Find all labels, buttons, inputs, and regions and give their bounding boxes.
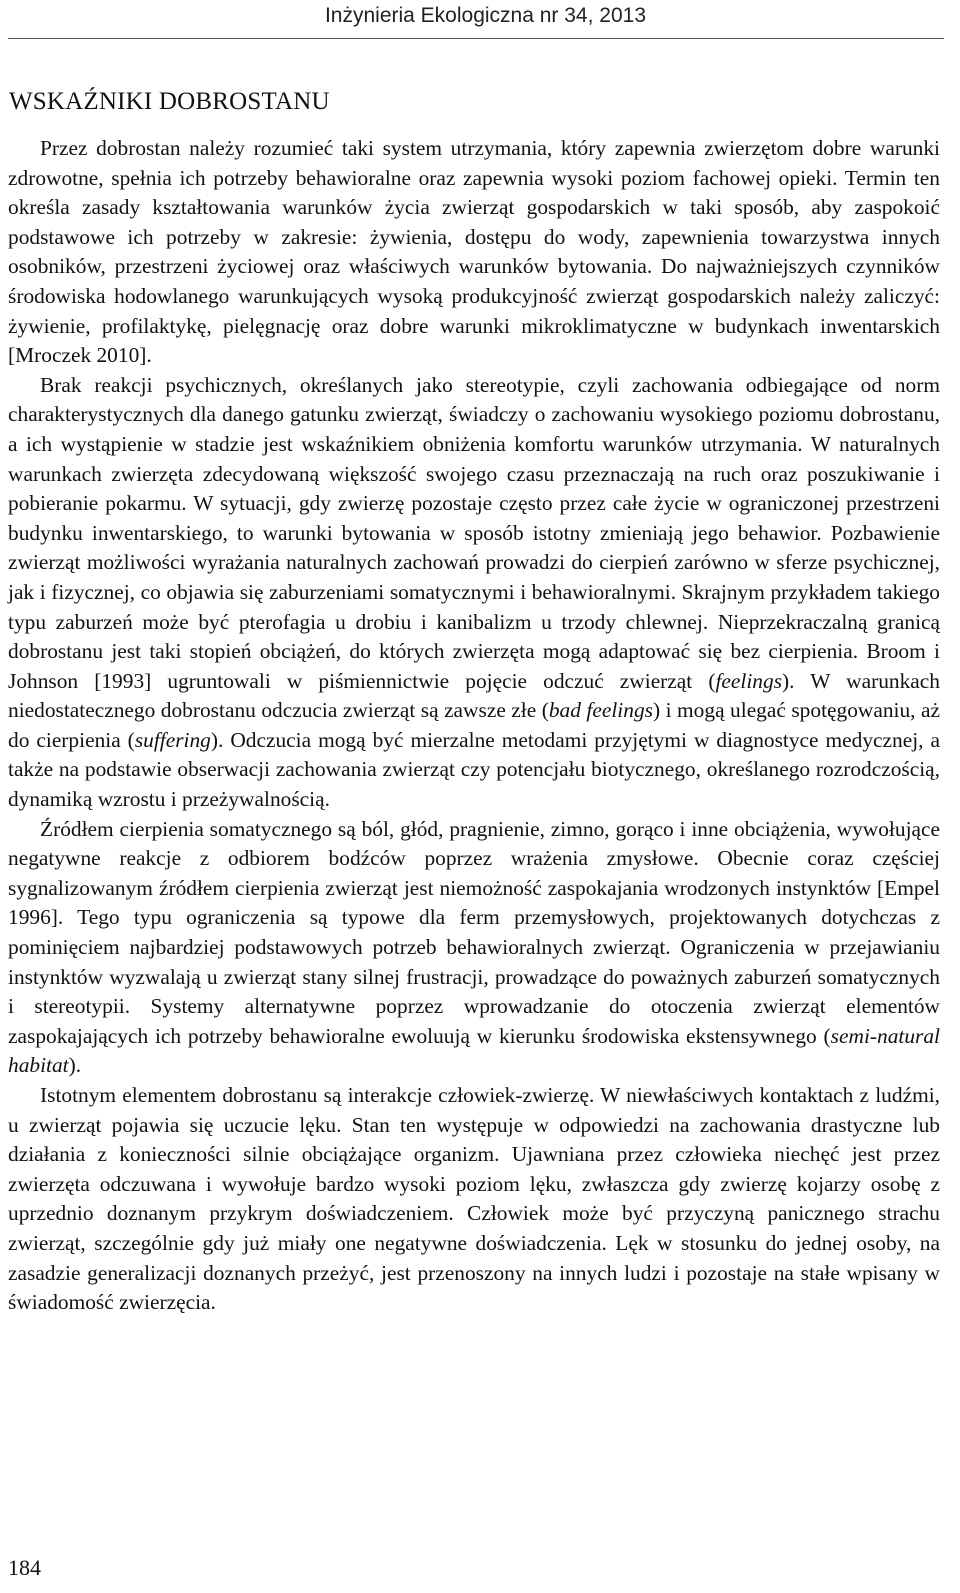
header-rule xyxy=(8,38,944,39)
paragraph-text: ). xyxy=(68,1053,82,1078)
italic-term: suffering xyxy=(134,727,211,752)
page-number: 184 xyxy=(8,1555,41,1580)
italic-term: semi-natural habitat xyxy=(8,1023,940,1078)
paragraph-text: Źródłem cierpienia somatycznego są ból, głód, pragnienie, zimno, gorąco i inne obciążenia, wywołujące negatywne reakcje z odbiorem bodźców poprzez wrażenia zmysłowe. Obecnie coraz częściej sygnalizowanym źródłem cierpienia zwierząt jest niemożność zaspokajania wrodzonych instynktów [Empel 1996]. Tego typu ograniczenia są typowe dla ferm przemysłowych, projektowanych dotychczas z pominięciem najbardziej podstawowych potrzeb behawioralnych zwierząt. Ograniczenia w przejawianiu instynktów wyzwalają u zwierząt stany silnej frustracji, prowadzące do poważnych zaburzeń somatycznych i stereotypii. Systemy alternatywne poprzez wprowadzanie do otoczenia zwierząt elementów zaspokajających ich potrzeby behawioralne ewoluują w kierunku środowiska ekstensywnego ( xyxy=(8,816,940,1048)
paragraph-3 xyxy=(8,815,940,1081)
italic-term: bad feelings xyxy=(548,698,653,723)
section-heading: WSKAŹNIKI DOBROSTANU xyxy=(9,88,330,115)
paragraph-4 xyxy=(8,1081,940,1318)
italic-term: feelings xyxy=(715,668,783,693)
paragraph-text: Istotnym elementem dobrostanu są interakcje człowiek-zwierzę. W niewłaściwych kontaktach z ludźmi, u zwierząt pojawia się uczucie lęku. Stan ten występuje w odpowiedzi na zachowania drastyczne lub działania z konieczności silnie obciążające organizm. Ujawniana przez człowieka niechęć jest przez zwierzęta odczuwana i wywołuje bardzo wysoki poziom lęku, zwłaszcza gdy zwierzę kojarzy osobę z uprzednio doznanym przykrym doświadczeniem. Człowiek może być przyczyną panicznego strachu zwierząt, szczególnie gdy już miały one negatywne doświadczenia. Lęk w stosunku do jednej osoby, na zasadzie generalizacji doznanych przeżyć, jest przenoszony na innych ludzi i pozostaje na stałe wpisany w świadomość zwierzęcia. xyxy=(8,1083,940,1315)
paragraph-text: Przez dobrostan należy rozumieć taki system utrzymania, który zapewnia zwierzętom dobre warunki zdrowotne, spełnia ich potrzeby behawioralne oraz zapewnia wysoki poziom fachowej opieki. Termin ten określa zasady kształtowania warunków życia zwierząt gospodarskich w taki sposób, aby zaspokoić podstawowe ich potrzeby w zakresie: żywienia, dostępu do wody, zapewnienia towarzystwa innych osobników, przestrzeni życiowej oraz właściwych warunków bytowania. Do najważniejszych czynników środowiska hodowlanego warunkujących wysoką produkcyjność zwierząt gospodarskich należy zaliczyć: żywienie, profilaktykę, pielęgnację oraz dobre warunki mikroklimatyczne w budynkach inwentarskich [Mroczek 2010]. xyxy=(8,136,940,368)
paragraph-text: ). Odczucia mogą być mierzalne metodami przyjętymi w diagnostyce medycznej, a także na podstawie obserwacji zachowania zwierząt czy potencjału biotycznego, określanego rozrodczością, dynamiką wzrostu i przeżywalnością. xyxy=(8,727,940,812)
paragraph-1 xyxy=(8,134,940,371)
running-header: Inżynieria Ekologiczna nr 34, 2013 xyxy=(324,4,646,27)
article-body xyxy=(8,134,940,1318)
paragraph-2 xyxy=(8,371,940,815)
paragraph-text: Brak reakcji psychicznych, określanych jako stereotypie, czyli zachowania odbiegające od norm charakterystycznych dla danego gatunku zwierząt, świadczy o zachowaniu wysokiego poziomu dobrostanu, a ich wystąpienie w stadzie jest wskaźnikiem obniżenia komfortu warunków utrzymania. W naturalnych warunkach zwierzęta zdecydowaną większość swojego czasu przeznaczają na ruch oraz poszukiwanie i pobieranie pokarmu. W sytuacji, gdy zwierzę pozostaje często przez całe życie w ograniczonej przestrzeni budynku inwentarskiego, to warunki bytowania w sposób istotny zmieniają jego behawior. Pozbawienie zwierząt możliwości wyrażania naturalnych zachowań prowadzi do cierpień zarówno w sferze psychicznej, jak i fizycznej, co objawia się zaburzeniami somatycznymi i behawioralnymi. Skrajnym przykładem takiego typu zaburzeń może być pterofagia u drobiu i kanibalizm u trzody chlewnej. Nieprzekraczalną granicą dobrostanu jest taki stopień obciążeń, do których zwierzęta mogą adaptować się bez cierpienia. Broom i Johnson [1993] ugruntowali w piśmiennictwie pojęcie odczuć zwierząt ( xyxy=(8,372,940,693)
paragraph-text: ) i mogą ulegać spotęgowaniu, aż do cierpienia ( xyxy=(8,698,941,752)
paragraph-text: ). W warunkach niedostatecznego dobrostanu odczucia zwierząt są zawsze złe ( xyxy=(8,668,940,723)
